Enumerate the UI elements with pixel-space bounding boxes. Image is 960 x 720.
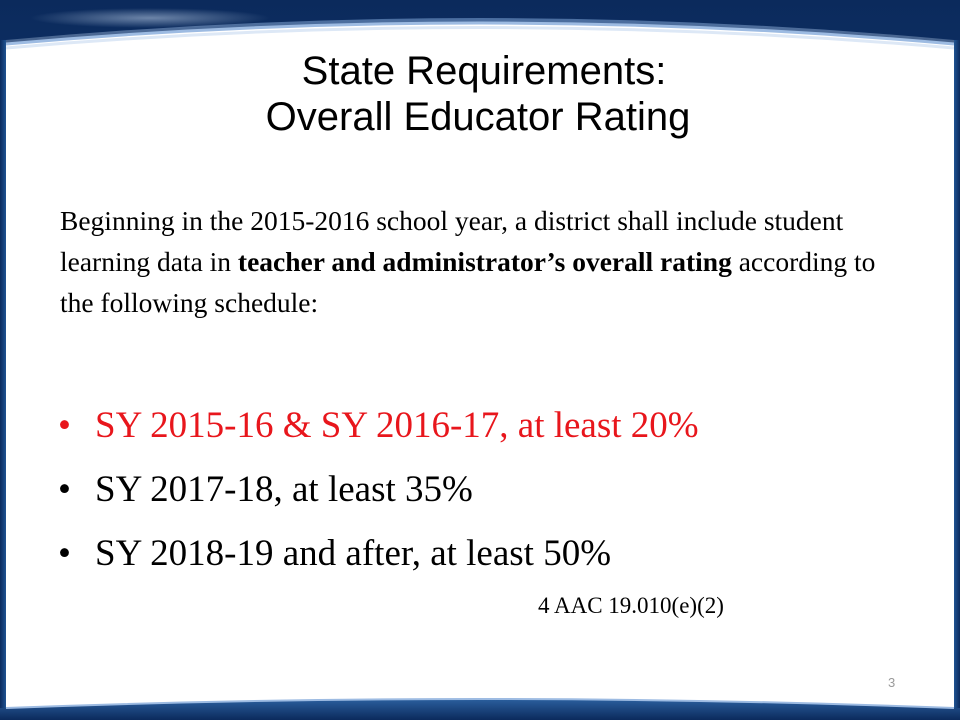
page-number: 3 [888, 675, 896, 690]
bullet-dot-icon: • [58, 533, 71, 574]
bullet-dot-icon: • [58, 469, 71, 510]
schedule-item-text: SY 2017-18, at least 35% [95, 469, 473, 510]
intro-text-start: Beginning in the 2015-2016 school year, a district shall include student learning data in [60, 205, 844, 277]
schedule-item-sy2015-2017 [58, 398, 908, 462]
intro-paragraph [60, 200, 890, 323]
schedule-item-text: SY 2018-19 and after, at least 50% [95, 533, 612, 574]
schedule-item-text: SY 2015-16 & SY 2016-17, at least 20% [95, 405, 699, 446]
intro-text-end: according to the following schedule: [60, 246, 876, 318]
bullet-dot-icon: • [58, 405, 71, 446]
rating-schedule-list [58, 398, 908, 590]
schedule-item-sy2017-18 [58, 462, 908, 526]
slide-title [0, 48, 960, 140]
intro-bold-phrase: teacher and administrator’s overall rating [237, 246, 732, 277]
schedule-item-sy2018-19 [58, 526, 908, 590]
title-line-1: State Requirements: [301, 49, 667, 93]
regulation-citation: 4 AAC 19.010(e)(2) [538, 593, 724, 618]
title-line-2: Overall Educator Rating [265, 95, 691, 139]
